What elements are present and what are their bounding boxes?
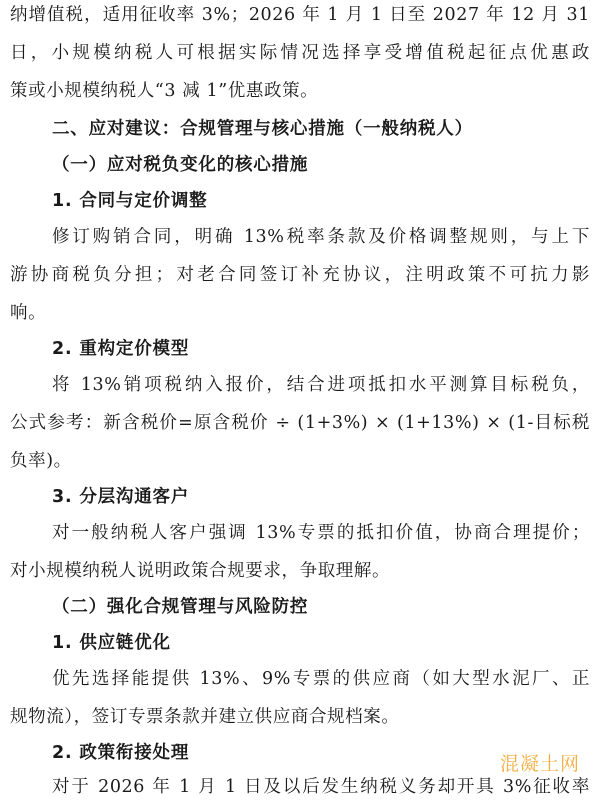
item-1-2-line-2: 公式参考：新含税价=原含税价 ÷ (1+3%) × (1+13%) × (1-目标税	[10, 413, 590, 433]
subsection-2-heading: （二）强化合规管理与风险防控	[52, 597, 309, 617]
item-1-1-line-1: 修订购销合同，明确 13%税率条款及价格调整规则，与上下	[52, 227, 590, 247]
intro-line-1: 纳增值税，适用征收率 3%；2026 年 1 月 1 日至 2027 年 12 月 31	[10, 5, 590, 25]
section-2-heading: 二、应对建议：合规管理与核心措施（一般纳税人）	[52, 119, 473, 139]
item-1-1-line-2: 游协商税负分担；对老合同签订补充协议，注明政策不可抗力影	[10, 265, 590, 285]
item-2-1-line-1: 优先选择能提供 13%、9%专票的供应商（如大型水泥厂、正	[52, 669, 590, 689]
item-1-3-line-2: 对小规模纳税人说明政策合规要求，争取理解。	[10, 561, 391, 581]
item-2-2-heading: 2. 政策衔接处理	[52, 743, 190, 763]
intro-line-3: 策或小规模纳税人“3 减 1”优惠政策。	[10, 81, 319, 101]
item-1-3-line-1: 对一般纳税人客户强调 13%专票的抵扣价值，协商合理提价；	[52, 523, 590, 543]
item-1-3-heading: 3. 分层沟通客户	[52, 487, 190, 507]
item-1-2-line-3: 负率)。	[10, 451, 72, 471]
intro-line-2: 日，小规模纳税人可根据实际情况选择享受增值税起征点优惠政	[10, 43, 590, 63]
item-1-2-heading: 2. 重构定价模型	[52, 339, 190, 359]
item-2-2-line-1: 对于 2026 年 1 月 1 日及以后发生纳税义务却开具 3%征收率	[52, 777, 590, 797]
item-1-1-line-3: 响。	[10, 303, 47, 323]
item-1-2-line-1: 将 13%销项税纳入报价，结合进项抵扣水平测算目标税负，	[52, 375, 590, 395]
item-2-1-heading: 1. 供应链优化	[52, 633, 171, 653]
item-1-1-heading: 1. 合同与定价调整	[52, 191, 208, 211]
subsection-1-heading: （一）应对税负变化的核心措施	[52, 155, 309, 175]
site-watermark: 混凝土网	[500, 753, 581, 775]
item-2-1-line-2: 规物流），签订专票条款并建立供应商合规档案。	[10, 707, 400, 727]
